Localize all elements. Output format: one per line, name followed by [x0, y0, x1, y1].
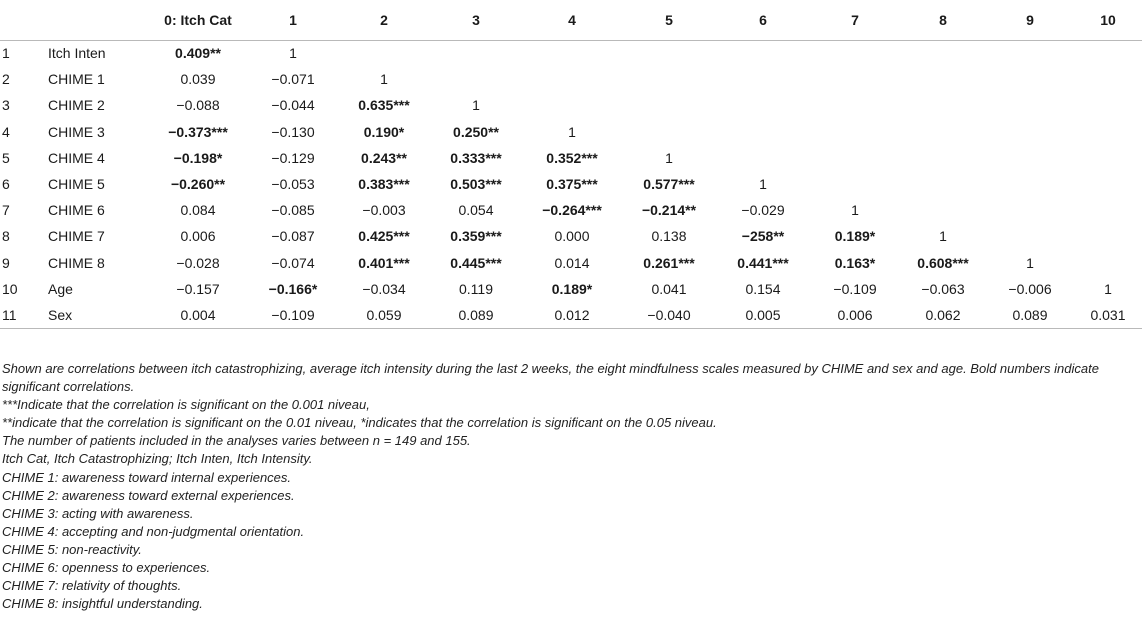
correlation-cell: −258**: [741, 228, 785, 245]
correlation-cell: −0.166*: [268, 280, 318, 297]
row-index: 11: [0, 302, 48, 328]
correlation-cell: −0.003: [362, 202, 406, 219]
correlation-cell: 0.014: [554, 254, 590, 271]
empty-cell: [986, 92, 1074, 118]
table-row: [0, 171, 1142, 197]
table-header-row: [0, 0, 1142, 40]
correlation-cell: 0.608***: [917, 254, 969, 271]
empty-cell: [622, 40, 716, 66]
table-row: [0, 66, 1142, 92]
correlation-cell: 0.333***: [450, 149, 502, 166]
correlation-cell: 1: [665, 149, 673, 166]
column-header: 3: [430, 0, 522, 40]
empty-cell: [986, 119, 1074, 145]
row-index: 1: [2, 45, 10, 62]
row-variable-label: Itch Inten: [48, 45, 106, 62]
empty-cell: [338, 40, 430, 66]
footnote-line: CHIME 1: awareness toward internal experiences.: [2, 469, 292, 485]
correlation-cell: −0.044: [271, 97, 315, 114]
correlation-cell: 0.031: [1074, 302, 1142, 328]
correlation-cell: 0.000: [554, 228, 590, 245]
correlation-cell: 0.006: [180, 228, 216, 245]
empty-cell: [900, 145, 986, 171]
correlation-cell: −0.087: [271, 228, 315, 245]
correlation-cell: 0.383***: [358, 176, 410, 193]
empty-cell: [522, 66, 622, 92]
correlation-cell: 0.189*: [551, 280, 593, 297]
correlation-cell: 1: [472, 97, 480, 114]
correlation-cell: −0.260**: [170, 176, 226, 193]
correlation-cell: 0.004: [148, 302, 248, 328]
empty-cell: [986, 40, 1074, 66]
table-row: [0, 302, 1142, 328]
table-row: [0, 250, 1142, 276]
correlation-cell: 0.441***: [737, 254, 789, 271]
correlation-cell: 0.359***: [450, 228, 502, 245]
row-variable-label: CHIME 7: [48, 228, 105, 245]
empty-cell: [810, 66, 900, 92]
footnote-line: CHIME 2: awareness toward external experiences.: [2, 487, 295, 503]
empty-cell: [1074, 119, 1142, 145]
correlation-cell: −0.028: [176, 254, 220, 271]
table-row: [0, 276, 1142, 302]
correlation-cell: 0.425***: [358, 228, 410, 245]
correlation-cell: 0.119: [459, 280, 493, 297]
empty-cell: [622, 119, 716, 145]
correlation-cell: 0.163*: [834, 254, 876, 271]
correlation-cell: −0.129: [271, 149, 315, 166]
row-index: 6: [2, 176, 10, 193]
correlation-cell: −0.071: [271, 71, 315, 88]
footnote-line: The number of patients included in the analyses varies between n = 149 and 155.: [2, 433, 471, 449]
row-variable-label: CHIME 2: [48, 97, 105, 114]
column-header: 9: [986, 0, 1074, 40]
correlation-cell: 0.005: [716, 302, 810, 328]
correlation-cell: −0.130: [271, 123, 315, 140]
correlation-cell: 0.006: [810, 302, 900, 328]
empty-cell: [716, 119, 810, 145]
correlation-cell: 0.059: [338, 302, 430, 328]
correlation-cell: 0.352***: [546, 149, 598, 166]
footnote-line: Shown are correlations between itch catastrophizing, average itch intensity during the last 2 weeks, the eight mindfulness scales measured by CHIME and sex and age. Bold numbers indicate significant correlations.: [2, 361, 1099, 395]
correlation-cell: 0.635***: [358, 97, 410, 114]
footnote-line: CHIME 8: insightful understanding.: [2, 596, 203, 612]
row-variable-label: CHIME 5: [48, 176, 105, 193]
column-header: 7: [810, 0, 900, 40]
empty-cell: [986, 197, 1074, 223]
correlation-cell: 0.190*: [363, 123, 405, 140]
correlation-cell: 0.041: [651, 280, 687, 297]
empty-cell: [986, 145, 1074, 171]
correlation-cell: 1: [289, 45, 297, 62]
table-row: [0, 92, 1142, 118]
row-variable-label: CHIME 4: [48, 149, 105, 166]
empty-cell: [716, 40, 810, 66]
correlation-cell: 0.039: [180, 71, 216, 88]
empty-cell: [900, 66, 986, 92]
empty-cell: [986, 66, 1074, 92]
footnote-line: Itch Cat, Itch Catastrophizing; Itch Inten, Itch Intensity.: [2, 451, 313, 467]
correlation-cell: −0.157: [176, 280, 220, 297]
correlation-cell: 0.409**: [175, 45, 221, 62]
table-row: [0, 223, 1142, 249]
row-variable-label: CHIME 6: [48, 202, 105, 219]
empty-cell: [810, 145, 900, 171]
empty-cell: [716, 92, 810, 118]
empty-cell: [900, 119, 986, 145]
correlation-cell: 1: [759, 176, 767, 193]
empty-cell: [622, 92, 716, 118]
empty-cell: [716, 66, 810, 92]
correlation-cell: 0.089: [430, 302, 522, 328]
empty-cell: [522, 40, 622, 66]
empty-cell: [810, 92, 900, 118]
empty-cell: [900, 197, 986, 223]
correlation-cell: 1: [851, 202, 859, 219]
correlation-cell: −0.109: [248, 302, 338, 328]
correlation-cell: 1: [380, 71, 388, 88]
column-header: [48, 0, 148, 40]
correlation-cell: 1: [1026, 254, 1034, 271]
empty-cell: [1074, 197, 1142, 223]
empty-cell: [430, 40, 522, 66]
correlation-cell: 0.250**: [453, 123, 499, 140]
column-header: 4: [522, 0, 622, 40]
correlation-cell: −0.053: [271, 176, 315, 193]
footnote-line: CHIME 3: acting with awareness.: [2, 505, 194, 521]
column-header: 1: [248, 0, 338, 40]
row-variable-label: CHIME 1: [48, 71, 105, 88]
correlation-cell: 0.062: [900, 302, 986, 328]
row-variable-label: Age: [48, 280, 73, 297]
column-header: 2: [338, 0, 430, 40]
empty-cell: [986, 223, 1074, 249]
footnote-line: CHIME 7: relativity of thoughts.: [2, 578, 182, 594]
row-index: 8: [2, 228, 10, 245]
footnote-line: CHIME 5: non-reactivity.: [2, 541, 142, 557]
correlation-cell: −0.074: [271, 254, 315, 271]
empty-cell: [522, 92, 622, 118]
correlation-cell: 0.577***: [643, 176, 695, 193]
footnote-line: CHIME 4: accepting and non-judgmental orientation.: [2, 523, 305, 539]
empty-cell: [900, 92, 986, 118]
empty-cell: [810, 119, 900, 145]
empty-cell: [900, 40, 986, 66]
column-header: 6: [716, 0, 810, 40]
table-body: [0, 40, 1142, 328]
empty-cell: [1074, 145, 1142, 171]
row-index: 9: [2, 254, 10, 271]
correlation-cell: 0.084: [180, 202, 216, 219]
empty-cell: [1074, 66, 1142, 92]
empty-cell: [810, 40, 900, 66]
correlation-cell: 1: [1104, 280, 1112, 297]
correlation-cell: 1: [939, 228, 947, 245]
correlation-cell: −0.088: [176, 97, 220, 114]
column-header: 0: Itch Cat: [148, 0, 248, 40]
column-header: 5: [622, 0, 716, 40]
row-index: 5: [2, 149, 10, 166]
table-row: [0, 119, 1142, 145]
empty-cell: [1074, 40, 1142, 66]
correlation-cell: −0.214**: [641, 202, 697, 219]
empty-cell: [1074, 171, 1142, 197]
empty-cell: [716, 145, 810, 171]
empty-cell: [430, 66, 522, 92]
correlation-cell: 1: [568, 123, 576, 140]
row-index: 7: [2, 202, 10, 219]
correlation-cell: −0.029: [741, 202, 785, 219]
empty-cell: [810, 171, 900, 197]
correlation-cell: 0.261***: [643, 254, 695, 271]
row-index: 2: [2, 71, 10, 88]
empty-cell: [622, 66, 716, 92]
empty-cell: [900, 171, 986, 197]
correlation-cell: 0.154: [745, 280, 781, 297]
column-header: [0, 0, 48, 40]
row-index: 4: [2, 123, 10, 140]
row-variable-label: CHIME 8: [48, 254, 105, 271]
row-variable-label: CHIME 3: [48, 123, 105, 140]
correlation-cell: −0.198*: [173, 149, 223, 166]
correlation-cell: −0.264***: [542, 202, 602, 219]
row-index: 3: [2, 97, 10, 114]
correlation-cell: −0.085: [271, 202, 315, 219]
empty-cell: [1074, 250, 1142, 276]
table-row: [0, 145, 1142, 171]
row-variable-label: Sex: [48, 302, 148, 328]
correlation-cell: 0.445***: [450, 254, 502, 271]
empty-cell: [1074, 223, 1142, 249]
correlation-cell: 0.375***: [546, 176, 598, 193]
table-row: [0, 197, 1142, 223]
table-row: [0, 40, 1142, 66]
correlation-cell: 0.503***: [450, 176, 502, 193]
footnote-line: ***Indicate that the correlation is significant on the 0.001 niveau,: [2, 397, 370, 413]
correlation-cell: −0.109: [833, 280, 877, 297]
correlation-cell: 0.243**: [361, 149, 407, 166]
empty-cell: [986, 171, 1074, 197]
column-header: 8: [900, 0, 986, 40]
footnote-line: **indicate that the correlation is significant on the 0.01 niveau, *indicates that the correlation is significant on the 0.05 niveau.: [2, 415, 717, 431]
correlation-cell: −0.063: [921, 280, 965, 297]
correlation-cell: 0.089: [986, 302, 1074, 328]
column-header: 10: [1074, 0, 1142, 40]
correlation-cell: 0.401***: [358, 254, 410, 271]
correlation-cell: −0.034: [362, 280, 406, 297]
table-footnotes: [2, 360, 1140, 613]
correlation-cell: 0.012: [522, 302, 622, 328]
correlation-cell: 0.189*: [834, 228, 876, 245]
correlation-cell: −0.040: [622, 302, 716, 328]
correlation-cell: −0.373***: [168, 123, 228, 140]
footnote-line: CHIME 6: openness to experiences.: [2, 560, 211, 576]
correlation-cell: 0.138: [651, 228, 687, 245]
correlation-cell: −0.006: [1008, 280, 1052, 297]
correlation-cell: 0.054: [458, 202, 494, 219]
empty-cell: [1074, 92, 1142, 118]
row-index: 10: [2, 280, 18, 297]
